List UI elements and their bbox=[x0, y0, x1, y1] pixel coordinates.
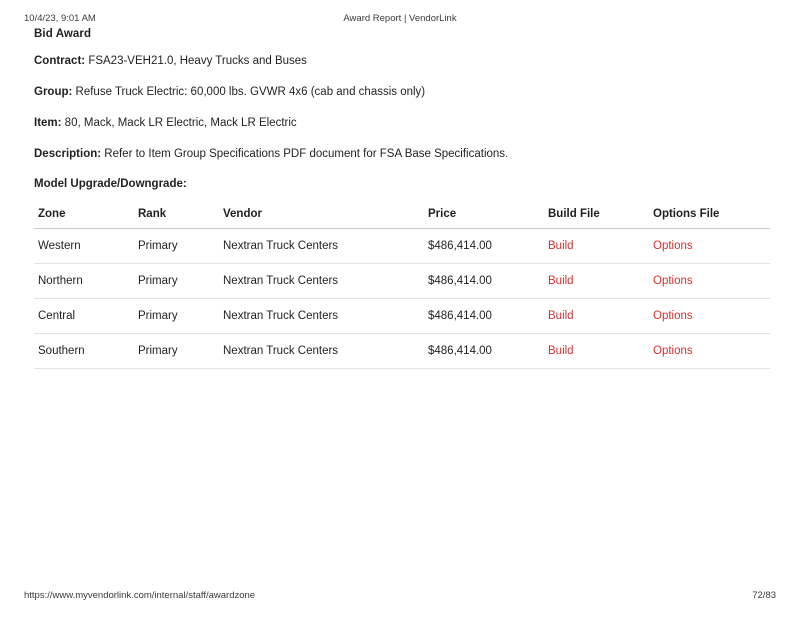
cell-rank: Primary bbox=[138, 264, 223, 299]
options-file-link[interactable]: Options bbox=[653, 275, 693, 287]
field-contract bbox=[34, 54, 770, 69]
column-header-price: Price bbox=[428, 204, 548, 229]
cell-price: $486,414.00 bbox=[428, 334, 548, 369]
cell-vendor: Nextran Truck Centers bbox=[223, 299, 428, 334]
field-group bbox=[34, 85, 770, 100]
field-item-value: 80, Mack, Mack LR Electric, Mack LR Electric bbox=[61, 117, 297, 129]
cell-zone: Central bbox=[34, 299, 138, 334]
field-contract-label: Contract: bbox=[34, 55, 86, 67]
field-item bbox=[34, 116, 770, 131]
cell-price: $486,414.00 bbox=[428, 299, 548, 334]
page-title: Bid Award bbox=[34, 28, 92, 40]
options-file-link[interactable]: Options bbox=[653, 310, 693, 322]
print-footer bbox=[0, 590, 800, 604]
field-description-label: Description: bbox=[34, 148, 102, 160]
column-header-options-file: Options File bbox=[653, 204, 770, 229]
cell-zone: Western bbox=[34, 229, 138, 264]
options-file-link[interactable]: Options bbox=[653, 345, 693, 357]
cell-zone: Southern bbox=[34, 334, 138, 369]
cell-rank: Primary bbox=[138, 299, 223, 334]
print-footer-page-number: 72/83 bbox=[752, 590, 776, 601]
print-header-timestamp: 10/4/23, 9:01 AM bbox=[24, 13, 96, 24]
cell-zone: Northern bbox=[34, 264, 138, 299]
table-row bbox=[34, 299, 770, 334]
build-file-link[interactable]: Build bbox=[548, 310, 574, 322]
column-header-build-file: Build File bbox=[548, 204, 653, 229]
cell-vendor: Nextran Truck Centers bbox=[223, 334, 428, 369]
column-header-zone: Zone bbox=[34, 204, 138, 229]
cell-price: $486,414.00 bbox=[428, 264, 548, 299]
print-header-title: Award Report | VendorLink bbox=[343, 13, 457, 24]
column-header-vendor: Vendor bbox=[223, 204, 428, 229]
column-header-rank: Rank bbox=[138, 204, 223, 229]
table-row bbox=[34, 264, 770, 299]
field-group-value: Refuse Truck Electric: 60,000 lbs. GVWR 4x6 (cab and chassis only) bbox=[72, 86, 426, 98]
field-contract-value: FSA23-VEH21.0, Heavy Trucks and Buses bbox=[85, 55, 307, 67]
table-row bbox=[34, 334, 770, 369]
field-group-label: Group: bbox=[34, 86, 73, 98]
build-file-link[interactable]: Build bbox=[548, 345, 574, 357]
section-model-upgrade-downgrade: Model Upgrade/Downgrade: bbox=[34, 178, 187, 190]
print-header bbox=[0, 13, 800, 27]
cell-price: $486,414.00 bbox=[428, 229, 548, 264]
cell-rank: Primary bbox=[138, 229, 223, 264]
document-body bbox=[34, 28, 770, 369]
field-item-label: Item: bbox=[34, 117, 62, 129]
field-description-value: Refer to Item Group Specifications PDF document for FSA Base Specifications. bbox=[101, 148, 509, 160]
field-description bbox=[34, 147, 770, 162]
award-table bbox=[34, 204, 770, 369]
cell-vendor: Nextran Truck Centers bbox=[223, 229, 428, 264]
table-header-row bbox=[34, 204, 770, 229]
print-footer-url: https://www.myvendorlink.com/internal/staff/awardzone bbox=[24, 590, 256, 601]
cell-vendor: Nextran Truck Centers bbox=[223, 264, 428, 299]
build-file-link[interactable]: Build bbox=[548, 240, 574, 252]
options-file-link[interactable]: Options bbox=[653, 240, 693, 252]
build-file-link[interactable]: Build bbox=[548, 275, 574, 287]
table-row bbox=[34, 229, 770, 264]
cell-rank: Primary bbox=[138, 334, 223, 369]
